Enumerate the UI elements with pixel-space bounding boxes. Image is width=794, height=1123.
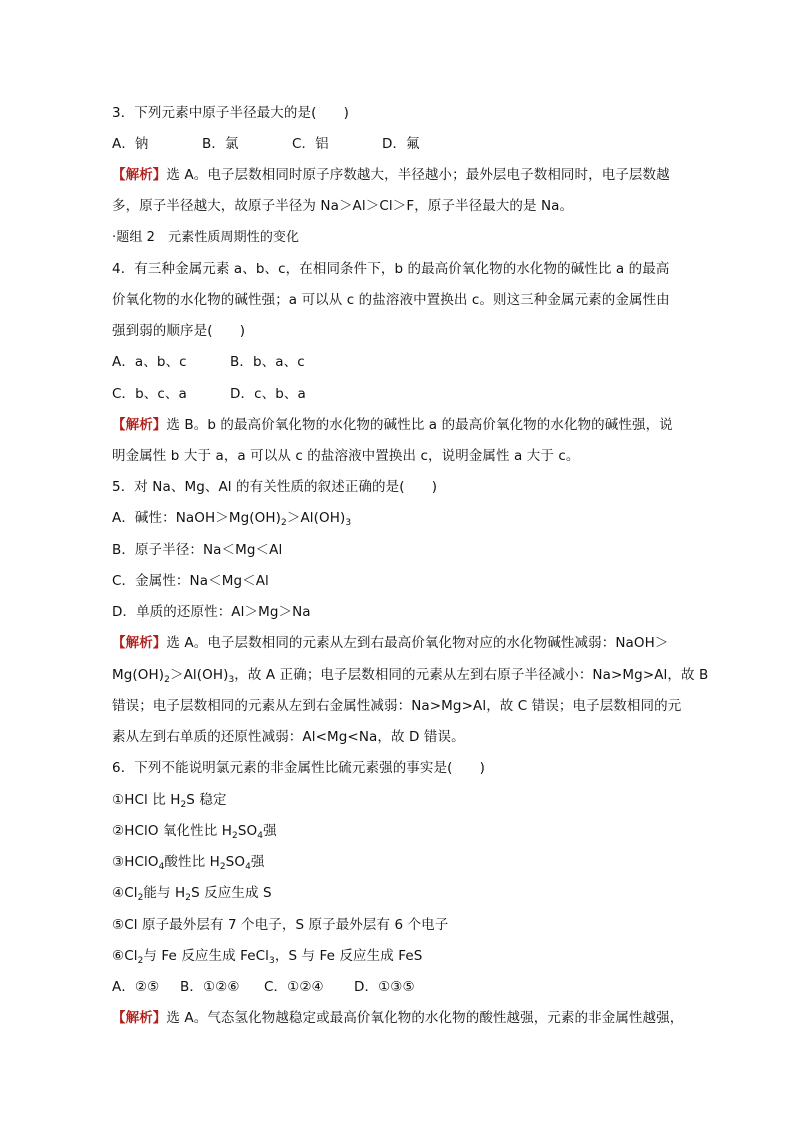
option-b: B．①②⑥ bbox=[180, 979, 240, 995]
question-5-analysis-line-4: 素从左到右单质的还原性减弱：Al<Mg<Na，故 D 错误。 bbox=[112, 729, 465, 745]
option-d: D．氟 bbox=[382, 136, 420, 152]
question-3-analysis: 【解析】选 A。电子层数相同时原子序数越大，半径越小；最外层电子数相同时，电子层数越 bbox=[112, 167, 670, 183]
question-4-options-row-2 bbox=[112, 385, 306, 403]
question-6-options bbox=[112, 978, 415, 996]
analysis-tag: 【解析】 bbox=[112, 1010, 167, 1026]
option-a: A．a、b、c bbox=[112, 354, 187, 370]
question-4-stem-line-2: 价氧化物的水化物的碱性强；a 可以从 c 的盐溶液中置换出 c。则这三种金属元素的金属性由 bbox=[112, 292, 670, 308]
question-6-statement-6: $⑥Cl_2$与 Fe 反应生成 FeCl$_3$，S 与 Fe 反应生成 FeS bbox=[112, 948, 423, 966]
question-6-statement-4: $④Cl_2$能与 $H_2S$ 反应生成 S bbox=[112, 885, 272, 903]
question-5-option-d: D．单质的还原性：Al＞Mg＞Na bbox=[112, 604, 311, 620]
option-c: C．①②④ bbox=[264, 979, 324, 995]
question-6-statement-5: ⑤Cl 原子最外层有 7 个电子，S 原子最外层有 6 个电子 bbox=[112, 917, 449, 933]
analysis-tag: 【解析】 bbox=[112, 635, 167, 651]
analysis-tag: 【解析】 bbox=[112, 417, 167, 433]
option-a: A．②⑤ bbox=[112, 979, 160, 995]
question-4-analysis-line-2: 明金属性 b 大于 a，a 可以从 c 的盐溶液中置换出 c，说明金属性 a 大于 c。 bbox=[112, 448, 580, 464]
question-4-analysis: 【解析】选 B。b 的最高价氧化物的水化物的碱性比 a 的最高价氧化物的水化物的碱性强，说 bbox=[112, 417, 673, 433]
option-a: A．钠 bbox=[112, 136, 149, 152]
option-c: C．铝 bbox=[292, 136, 329, 152]
question-6-statement-3: ③HClO$_4$酸性比 $H_2SO_4$强 bbox=[112, 854, 265, 872]
question-4-stem-line-3: 强到弱的顺序是( ) bbox=[112, 323, 246, 339]
option-b: B．b、a、c bbox=[230, 354, 305, 370]
group-2-title: ·题组 2 元素性质周期性的变化 bbox=[112, 230, 300, 245]
question-4-stem-line-1: 4．有三种金属元素 a、b、c，在相同条件下，b 的最高价氧化物的水化物的碱性比 a 的最高 bbox=[112, 261, 670, 277]
question-6-statement-1: ①HCl 比 $H_2S$ 稳定 bbox=[112, 792, 227, 810]
question-5-analysis: 【解析】选 A。电子层数相同的元素从左到右最高价氧化物对应的水化物碱性减弱：NaOH＞ bbox=[112, 635, 669, 651]
question-3-stem: 3．下列元素中原子半径最大的是( ) bbox=[112, 105, 350, 121]
question-5-option-a: A．碱性：$NaOH>Mg(OH)_2>Al(OH)_3$ bbox=[112, 510, 352, 528]
question-6-statement-2: ②HClO 氧化性比 $H_2SO_4$强 bbox=[112, 823, 277, 841]
question-4-options-row-1 bbox=[112, 353, 305, 371]
option-d: D．①③⑤ bbox=[354, 979, 415, 995]
analysis-tag: 【解析】 bbox=[112, 167, 167, 183]
question-6-analysis: 【解析】选 A。气态氢化物越稳定或最高价氧化物的水化物的酸性越强，元素的非金属性越强， bbox=[112, 1010, 684, 1026]
question-6-stem: 6．下列不能说明氯元素的非金属性比硫元素强的事实是( ) bbox=[112, 760, 486, 776]
question-5-analysis-line-2: $Mg(OH)_2>Al(OH)_3$，故 A 正确；电子层数相同的元素从左到右原子半径减小：Na>Mg>Al，故 B bbox=[112, 667, 709, 685]
question-3-options bbox=[112, 135, 420, 153]
question-3-analysis-line-2: 多，原子半径越大，故原子半径为 Na＞Al＞Cl＞F，原子半径最大的是 Na。 bbox=[112, 198, 574, 214]
question-5-option-c: C．金属性：Na＜Mg＜Al bbox=[112, 573, 269, 589]
question-5-stem: 5．对 Na、Mg、Al 的有关性质的叙述正确的是( ) bbox=[112, 479, 438, 495]
option-c: C．b、c、a bbox=[112, 386, 187, 402]
option-b: B．氯 bbox=[202, 136, 239, 152]
option-d: D．c、b、a bbox=[230, 386, 306, 402]
question-5-analysis-line-3: 错误；电子层数相同的元素从左到右金属性减弱：Na>Mg>Al，故 C 错误；电子层数相同的元 bbox=[112, 698, 682, 714]
question-5-option-b: B．原子半径：Na＜Mg＜Al bbox=[112, 542, 283, 558]
